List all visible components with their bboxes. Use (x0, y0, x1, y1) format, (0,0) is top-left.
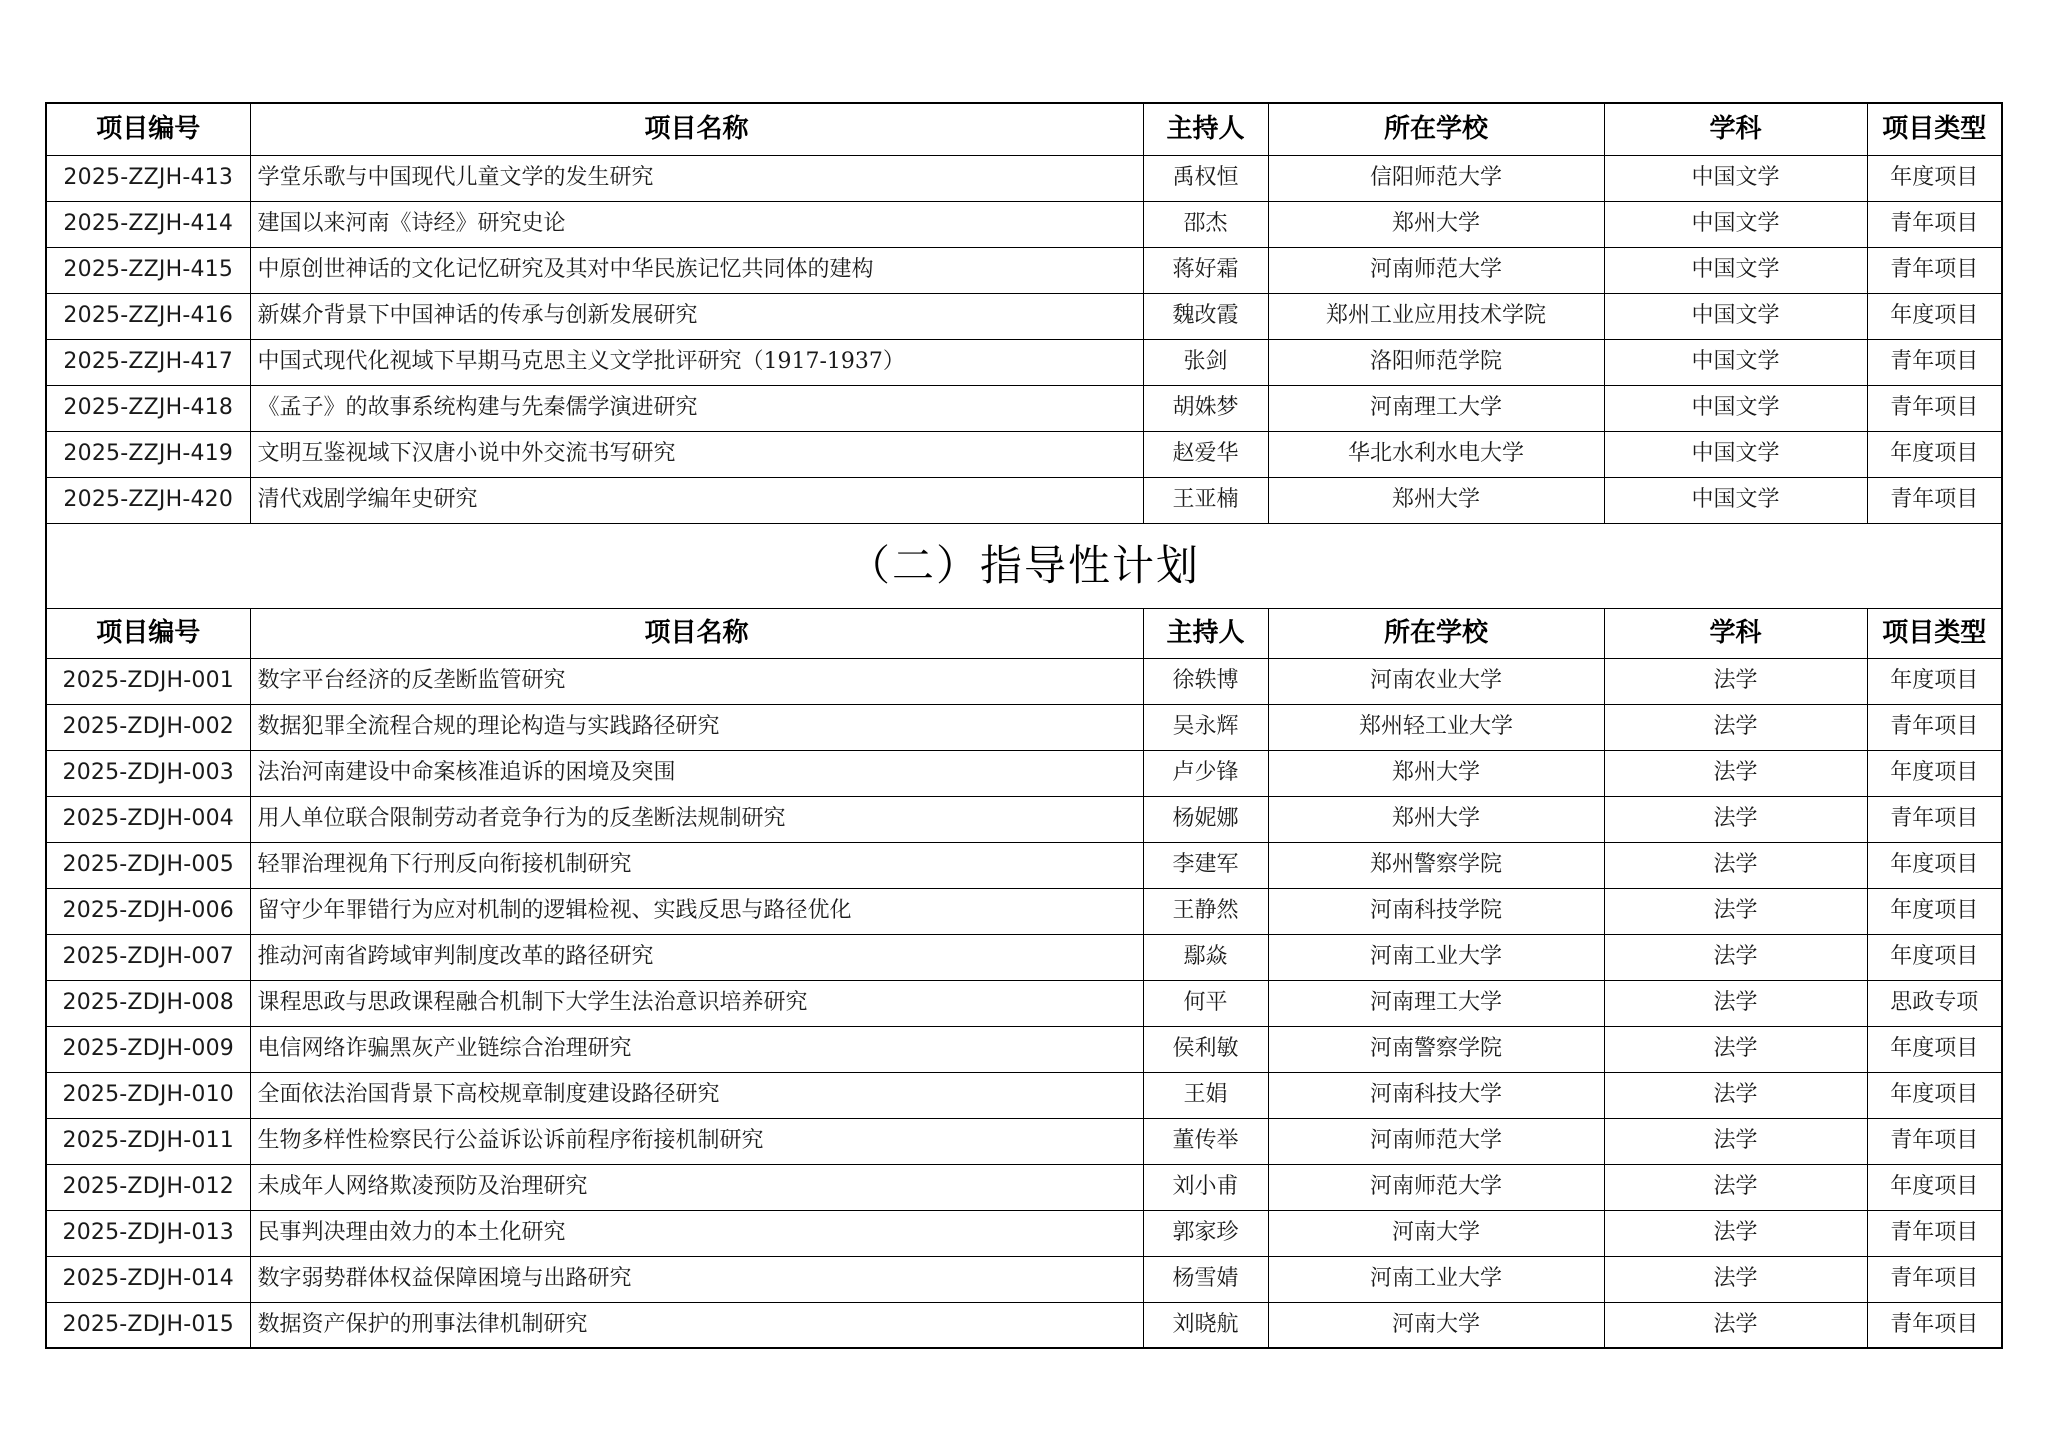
host-name: 杨妮娜 (1143, 796, 1268, 842)
table-row (46, 1118, 2002, 1164)
project-type: 年度项目 (1867, 431, 2002, 477)
project-name: 电信网络诈骗黑灰产业链综合治理研究 (250, 1026, 1143, 1072)
table-row (46, 1026, 2002, 1072)
project-type: 年度项目 (1867, 934, 2002, 980)
table-row (46, 796, 2002, 842)
subject: 中国文学 (1604, 431, 1867, 477)
school-name: 郑州工业应用技术学院 (1268, 293, 1604, 339)
host-name: 张剑 (1143, 339, 1268, 385)
table-row (46, 888, 2002, 934)
project-code: 2025-ZZJH-415 (46, 247, 250, 293)
project-name: 轻罪治理视角下行刑反向衔接机制研究 (250, 842, 1143, 888)
subject: 中国文学 (1604, 247, 1867, 293)
school-name: 河南理工大学 (1268, 980, 1604, 1026)
header-project-name: 项目名称 (250, 608, 1143, 658)
project-type: 青年项目 (1867, 339, 2002, 385)
project-name: 学堂乐歌与中国现代儿童文学的发生研究 (250, 155, 1143, 201)
school-name: 郑州轻工业大学 (1268, 704, 1604, 750)
host-name: 鄢焱 (1143, 934, 1268, 980)
project-name: 数字弱势群体权益保障困境与出路研究 (250, 1256, 1143, 1302)
project-type: 青年项目 (1867, 1118, 2002, 1164)
project-code: 2025-ZZJH-413 (46, 155, 250, 201)
project-code: 2025-ZDJH-011 (46, 1118, 250, 1164)
host-name: 何平 (1143, 980, 1268, 1026)
school-name: 河南大学 (1268, 1210, 1604, 1256)
project-type: 青年项目 (1867, 704, 2002, 750)
project-code: 2025-ZZJH-418 (46, 385, 250, 431)
host-name: 王静然 (1143, 888, 1268, 934)
subject: 中国文学 (1604, 477, 1867, 523)
project-code: 2025-ZDJH-008 (46, 980, 250, 1026)
host-name: 刘小甫 (1143, 1164, 1268, 1210)
school-name: 河南科技大学 (1268, 1072, 1604, 1118)
school-name: 河南工业大学 (1268, 934, 1604, 980)
school-name: 河南理工大学 (1268, 385, 1604, 431)
project-type: 青年项目 (1867, 1256, 2002, 1302)
project-name: 留守少年罪错行为应对机制的逻辑检视、实践反思与路径优化 (250, 888, 1143, 934)
project-type: 青年项目 (1867, 1210, 2002, 1256)
school-name: 河南师范大学 (1268, 247, 1604, 293)
project-code: 2025-ZZJH-419 (46, 431, 250, 477)
table-header-row (46, 608, 2002, 658)
host-name: 王娟 (1143, 1072, 1268, 1118)
host-name: 董传举 (1143, 1118, 1268, 1164)
school-name: 河南农业大学 (1268, 658, 1604, 704)
host-name: 郭家珍 (1143, 1210, 1268, 1256)
project-type: 青年项目 (1867, 1302, 2002, 1348)
project-code: 2025-ZZJH-420 (46, 477, 250, 523)
project-type: 年度项目 (1867, 1026, 2002, 1072)
host-name: 邵杰 (1143, 201, 1268, 247)
school-name: 河南科技学院 (1268, 888, 1604, 934)
school-name: 华北水利水电大学 (1268, 431, 1604, 477)
project-code: 2025-ZDJH-001 (46, 658, 250, 704)
project-code: 2025-ZDJH-002 (46, 704, 250, 750)
project-name: 建国以来河南《诗经》研究史论 (250, 201, 1143, 247)
project-type: 青年项目 (1867, 796, 2002, 842)
section-title: （二）指导性计划 (46, 523, 2002, 608)
table-row (46, 247, 2002, 293)
project-code: 2025-ZDJH-012 (46, 1164, 250, 1210)
project-code: 2025-ZZJH-417 (46, 339, 250, 385)
school-name: 郑州大学 (1268, 750, 1604, 796)
project-name: 民事判决理由效力的本土化研究 (250, 1210, 1143, 1256)
subject: 法学 (1604, 1026, 1867, 1072)
project-name: 未成年人网络欺凌预防及治理研究 (250, 1164, 1143, 1210)
table-row (46, 1164, 2002, 1210)
subject: 法学 (1604, 750, 1867, 796)
table-row (46, 385, 2002, 431)
project-name: 清代戏剧学编年史研究 (250, 477, 1143, 523)
subject: 中国文学 (1604, 201, 1867, 247)
project-type: 年度项目 (1867, 658, 2002, 704)
host-name: 卢少锋 (1143, 750, 1268, 796)
header-host: 主持人 (1143, 608, 1268, 658)
project-code: 2025-ZDJH-010 (46, 1072, 250, 1118)
subject: 中国文学 (1604, 155, 1867, 201)
project-type: 年度项目 (1867, 293, 2002, 339)
project-type: 年度项目 (1867, 155, 2002, 201)
host-name: 刘晓航 (1143, 1302, 1268, 1348)
subject: 中国文学 (1604, 293, 1867, 339)
project-name: 《孟子》的故事系统构建与先秦儒学演进研究 (250, 385, 1143, 431)
subject: 中国文学 (1604, 385, 1867, 431)
table-row (46, 980, 2002, 1026)
subject: 法学 (1604, 704, 1867, 750)
school-name: 洛阳师范学院 (1268, 339, 1604, 385)
project-type: 年度项目 (1867, 1164, 2002, 1210)
project-type: 青年项目 (1867, 247, 2002, 293)
header-subject: 学科 (1604, 608, 1867, 658)
project-type: 青年项目 (1867, 201, 2002, 247)
header-project-type: 项目类型 (1867, 608, 2002, 658)
project-code: 2025-ZDJH-014 (46, 1256, 250, 1302)
project-type: 年度项目 (1867, 888, 2002, 934)
project-name: 数据资产保护的刑事法律机制研究 (250, 1302, 1143, 1348)
subject: 法学 (1604, 934, 1867, 980)
project-type: 思政专项 (1867, 980, 2002, 1026)
project-code: 2025-ZZJH-414 (46, 201, 250, 247)
subject: 法学 (1604, 796, 1867, 842)
header-school: 所在学校 (1268, 103, 1604, 155)
table-row (46, 704, 2002, 750)
table-row (46, 339, 2002, 385)
project-code: 2025-ZDJH-007 (46, 934, 250, 980)
header-project-code: 项目编号 (46, 608, 250, 658)
host-name: 胡姝梦 (1143, 385, 1268, 431)
subject: 法学 (1604, 1072, 1867, 1118)
project-name: 数字平台经济的反垄断监管研究 (250, 658, 1143, 704)
project-name: 数据犯罪全流程合规的理论构造与实践路径研究 (250, 704, 1143, 750)
project-table (45, 102, 2003, 1349)
project-name: 课程思政与思政课程融合机制下大学生法治意识培养研究 (250, 980, 1143, 1026)
subject: 中国文学 (1604, 339, 1867, 385)
table-row (46, 431, 2002, 477)
project-name: 中国式现代化视域下早期马克思主义文学批评研究（1917-1937） (250, 339, 1143, 385)
school-name: 郑州警察学院 (1268, 842, 1604, 888)
school-name: 河南师范大学 (1268, 1164, 1604, 1210)
host-name: 王亚楠 (1143, 477, 1268, 523)
table-row (46, 293, 2002, 339)
host-name: 魏改霞 (1143, 293, 1268, 339)
table-row (46, 155, 2002, 201)
table-row (46, 201, 2002, 247)
table-row (46, 477, 2002, 523)
school-name: 河南师范大学 (1268, 1118, 1604, 1164)
table-row (46, 658, 2002, 704)
subject: 法学 (1604, 1118, 1867, 1164)
table-row (46, 1210, 2002, 1256)
subject: 法学 (1604, 1256, 1867, 1302)
host-name: 侯利敏 (1143, 1026, 1268, 1072)
table-row (46, 842, 2002, 888)
school-name: 郑州大学 (1268, 477, 1604, 523)
school-name: 信阳师范大学 (1268, 155, 1604, 201)
header-subject: 学科 (1604, 103, 1867, 155)
project-type: 年度项目 (1867, 842, 2002, 888)
project-type: 年度项目 (1867, 750, 2002, 796)
subject: 法学 (1604, 1164, 1867, 1210)
subject: 法学 (1604, 658, 1867, 704)
section-title-row (46, 523, 2002, 608)
school-name: 河南大学 (1268, 1302, 1604, 1348)
host-name: 李建军 (1143, 842, 1268, 888)
host-name: 蒋好霜 (1143, 247, 1268, 293)
project-name: 全面依法治国背景下高校规章制度建设路径研究 (250, 1072, 1143, 1118)
school-name: 河南工业大学 (1268, 1256, 1604, 1302)
project-code: 2025-ZDJH-013 (46, 1210, 250, 1256)
project-list-sheet (45, 102, 2001, 1349)
subject: 法学 (1604, 1210, 1867, 1256)
subject: 法学 (1604, 842, 1867, 888)
host-name: 徐轶博 (1143, 658, 1268, 704)
school-name: 郑州大学 (1268, 796, 1604, 842)
project-code: 2025-ZDJH-004 (46, 796, 250, 842)
project-code: 2025-ZDJH-006 (46, 888, 250, 934)
table-row (46, 750, 2002, 796)
project-code: 2025-ZDJH-009 (46, 1026, 250, 1072)
host-name: 杨雪婧 (1143, 1256, 1268, 1302)
project-name: 用人单位联合限制劳动者竞争行为的反垄断法规制研究 (250, 796, 1143, 842)
host-name: 吴永辉 (1143, 704, 1268, 750)
school-name: 郑州大学 (1268, 201, 1604, 247)
header-school: 所在学校 (1268, 608, 1604, 658)
project-name: 法治河南建设中命案核准追诉的困境及突围 (250, 750, 1143, 796)
project-name: 生物多样性检察民行公益诉讼诉前程序衔接机制研究 (250, 1118, 1143, 1164)
header-project-code: 项目编号 (46, 103, 250, 155)
table-row (46, 1256, 2002, 1302)
host-name: 禹权恒 (1143, 155, 1268, 201)
subject: 法学 (1604, 980, 1867, 1026)
project-code: 2025-ZDJH-003 (46, 750, 250, 796)
project-name: 文明互鉴视域下汉唐小说中外交流书写研究 (250, 431, 1143, 477)
project-code: 2025-ZDJH-005 (46, 842, 250, 888)
table-header-row (46, 103, 2002, 155)
project-type: 青年项目 (1867, 385, 2002, 431)
table-row (46, 934, 2002, 980)
project-type: 年度项目 (1867, 1072, 2002, 1118)
project-code: 2025-ZZJH-416 (46, 293, 250, 339)
header-host: 主持人 (1143, 103, 1268, 155)
project-name: 新媒介背景下中国神话的传承与创新发展研究 (250, 293, 1143, 339)
subject: 法学 (1604, 888, 1867, 934)
table-row (46, 1072, 2002, 1118)
project-name: 中原创世神话的文化记忆研究及其对中华民族记忆共同体的建构 (250, 247, 1143, 293)
project-type: 青年项目 (1867, 477, 2002, 523)
school-name: 河南警察学院 (1268, 1026, 1604, 1072)
header-project-type: 项目类型 (1867, 103, 2002, 155)
table-row (46, 1302, 2002, 1348)
project-code: 2025-ZDJH-015 (46, 1302, 250, 1348)
header-project-name: 项目名称 (250, 103, 1143, 155)
project-name: 推动河南省跨域审判制度改革的路径研究 (250, 934, 1143, 980)
subject: 法学 (1604, 1302, 1867, 1348)
host-name: 赵爱华 (1143, 431, 1268, 477)
